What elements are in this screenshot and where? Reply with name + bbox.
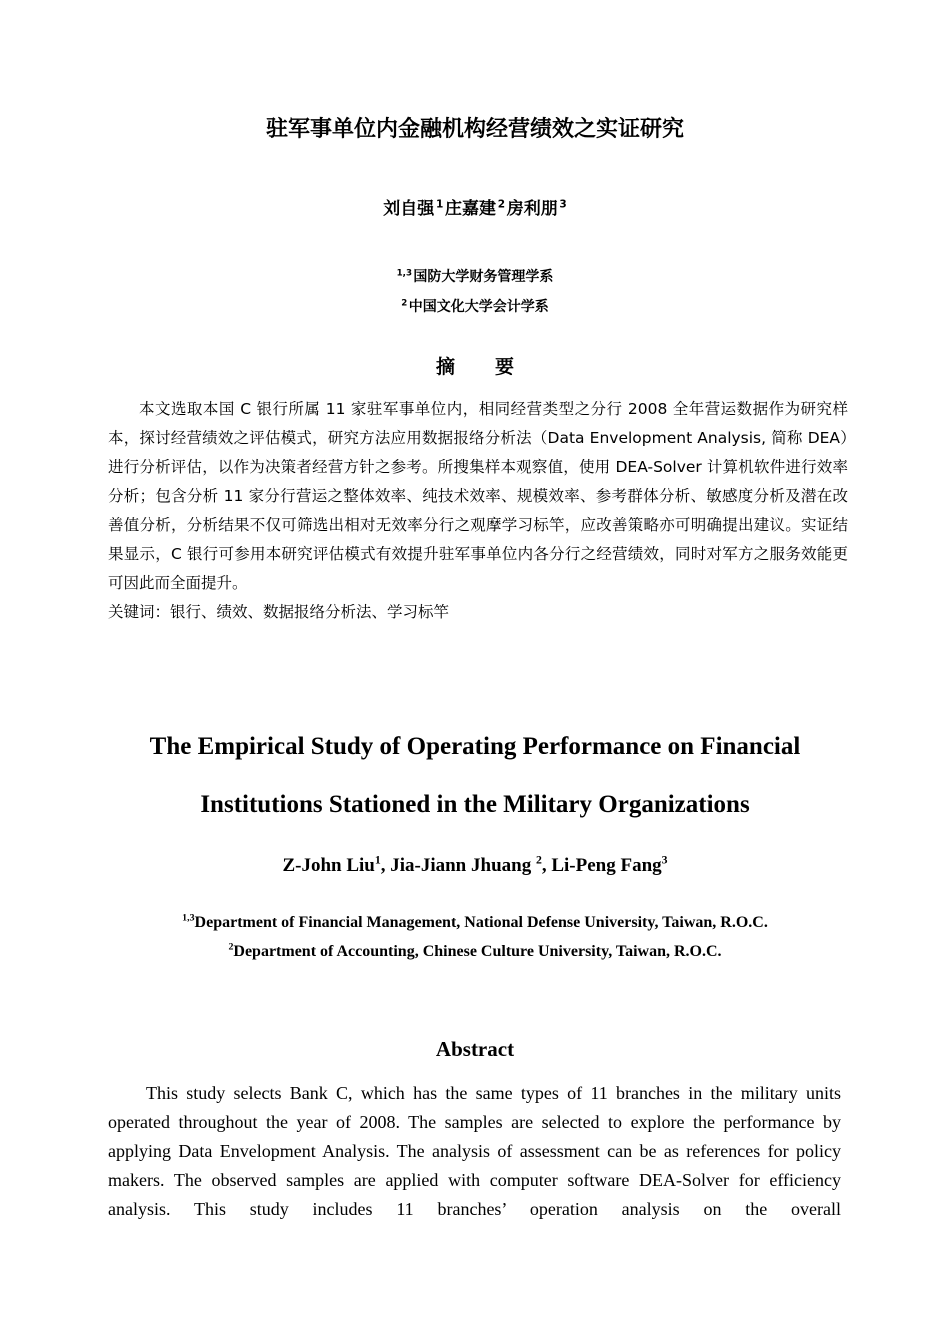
english-affiliation	[0, 914, 950, 932]
chinese-abstract-text: 本文选取本国 C 银行所属 11 家驻军事单位内，相同经营类型之分行 2008 全年营运数据作为研究样本，探讨经营绩效之评估模式，研究方法应用数据报络分析法（Data Envelopment Analysis, 简称 DEA）进行分析评估，以作为决策者经营方针之参考。所搜集样本观察值，使用 DEA-Solver 计算机软件进行效率分析；包含分析 11 家分行营运之整体效率、纯技术效率、规模效率、参考群体分析、敏感度分析及潜在改善值分析，分析结果不仅可筛选出相对无效率分行之观摩学习标竿，应改善策略亦可明确提出建议。实证结果显示，C 银行可参用本研究评估模式有效提升驻军事单位内各分行之经营绩效，同时对军方之服务效能更可因此而全面提升。	[108, 400, 848, 592]
chinese-affiliation	[0, 296, 950, 316]
english-author-name: Z-John Liu	[282, 855, 375, 876]
chinese-abstract-heading: 摘要	[435, 356, 554, 378]
chinese-affiliation	[0, 266, 950, 286]
english-title-line: The Empirical Study of Operating Performance on Financial	[149, 733, 801, 760]
english-author-sup: 1	[374, 853, 381, 867]
chinese-affiliation-text: 国防大学财务管理学系	[413, 269, 554, 285]
chinese-affiliation-text: 中国文化大学会计学系	[408, 299, 549, 315]
english-affiliation-sup: 1,3	[182, 912, 195, 924]
english-affiliation-sup: 2	[228, 941, 234, 953]
chinese-author-sup: 2	[497, 198, 506, 211]
english-title-line: Institutions Stationed in the Military Organizations	[200, 791, 750, 818]
english-author-sup: 2	[535, 853, 542, 867]
english-affiliation	[0, 943, 950, 961]
chinese-author-sup: 3	[559, 198, 567, 211]
english-title	[0, 718, 950, 834]
english-author-sup: 3	[661, 853, 668, 867]
chinese-author-name: 房利朋	[506, 199, 558, 219]
english-author-sep: ,	[380, 855, 391, 876]
english-abstract-heading: Abstract	[435, 1037, 515, 1061]
english-abstract-text: This study selects Bank C, which has the same types of 11 branches in the military units operated throughout the year of 2008. The samples are selected to explore the performance by applying Data Envelopment Analysis. The analysis of assessment can be as references for policy makers. The observed samples are applied with computer software DEA-Solver for efficiency analysis. This study includes 11 branches’ operation analysis on the overall	[108, 1083, 841, 1219]
chinese-author-name: 庄嘉建	[444, 199, 496, 219]
english-abstract	[108, 1079, 841, 1224]
english-author-name: Jia-Jiann Jhuang	[390, 855, 536, 876]
chinese-authors	[0, 194, 950, 219]
english-authors	[0, 855, 950, 877]
english-affiliation-text: Department of Financial Management, National Defense University, Taiwan, R.O.C.	[194, 914, 768, 931]
chinese-affiliation-sup: 2	[401, 298, 408, 309]
chinese-keywords: 关键词：银行、绩效、数据报络分析法、学习标竿	[108, 603, 450, 621]
chinese-abstract	[108, 395, 848, 627]
english-author-name: Li-Peng Fang	[551, 855, 662, 876]
chinese-author-name: 刘自强	[383, 199, 435, 219]
chinese-title: 驻军事单位内金融机构经营绩效之实证研究	[265, 117, 684, 142]
chinese-affiliation-sup: 1,3	[396, 268, 412, 279]
english-affiliation-text: Department of Accounting, Chinese Culture University, Taiwan, R.O.C.	[233, 943, 722, 960]
english-author-sep: ,	[541, 855, 552, 876]
chinese-author-sup: 1	[435, 198, 444, 211]
